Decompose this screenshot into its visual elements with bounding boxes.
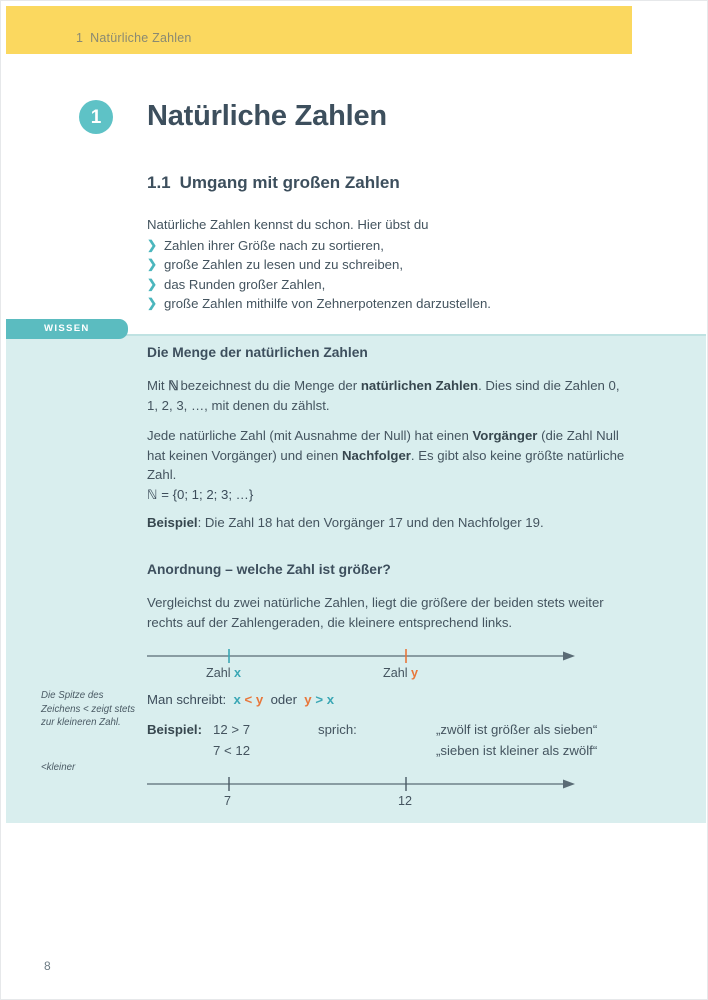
example-expression: 7 < 12 — [213, 743, 251, 758]
margin-note-spitze: Die Spitze des Zeichens < zeigt stets zur kleineren Zahl. — [41, 690, 135, 728]
wissen-heading-anordnung: Anordnung – welche Zahl ist größer? — [147, 562, 391, 577]
example-reading: „zwölf ist größer als sieben“ — [436, 722, 598, 737]
example-speak-label: sprich: — [318, 722, 357, 737]
number-line-tick-label-12: 12 — [398, 794, 413, 808]
running-header-chapter-number: 1 — [76, 31, 84, 45]
number-line-numbers — [147, 774, 575, 816]
chevron-right-icon: ❯ — [147, 237, 158, 252]
natural-numbers-symbol: ℕ — [168, 378, 177, 393]
number-line-tick-label-7: 7 — [224, 794, 232, 808]
chevron-right-icon: ❯ — [147, 276, 158, 291]
wissen-example-vorgaenger — [147, 513, 627, 533]
variable-y: y — [304, 692, 312, 707]
variable-y: y — [255, 692, 264, 707]
variable-x: x — [326, 692, 335, 707]
chevron-right-icon: ❯ — [147, 257, 158, 271]
list-item — [147, 275, 617, 295]
running-header-bar — [6, 6, 632, 54]
text-fragment: (die Zahl Null hat keinen Vorgänger) und einen — [147, 428, 619, 463]
intro-lead-text: Natürliche Zahlen kennst du schon. Hier übst du — [147, 217, 429, 232]
list-item — [147, 294, 617, 314]
number-line-label-x — [206, 666, 241, 680]
label-prefix: Zahl — [383, 666, 408, 680]
example-label: Beispiel — [147, 515, 198, 530]
text-emphasis: Nachfolger — [342, 447, 411, 463]
running-header-text — [76, 31, 192, 45]
variable-y: y — [411, 666, 419, 680]
number-line-variables — [147, 646, 575, 688]
text-fragment: Jede natürliche Zahl (mit Ausnahme der Null) hat einen — [147, 428, 473, 443]
label-prefix: Zahl — [206, 666, 231, 680]
example-table — [147, 720, 597, 762]
text-fragment: . Es gibt also keine größte natürliche Zahl. — [147, 447, 625, 482]
intro-bullet-list — [147, 236, 617, 314]
text-fragment: Mit — [147, 378, 169, 393]
number-line-2-svg — [147, 774, 575, 816]
example-comparison-block — [147, 720, 597, 762]
table-row — [147, 720, 597, 741]
list-item-label: große Zahlen zu lesen und zu schreiben, — [164, 257, 403, 272]
text-fragment: bezeichnest du die Menge der — [176, 378, 361, 393]
less-than-sign: < — [244, 692, 253, 707]
list-item-label: große Zahlen mithilfe von Zehnerpotenzen darzustellen. — [164, 296, 491, 311]
variable-x: x — [234, 666, 242, 680]
example-label-empty — [147, 741, 213, 762]
page-number: 8 — [44, 959, 51, 973]
list-item — [147, 255, 617, 275]
set-notation: ℕ = {0; 1; 2; 3; …} — [147, 487, 254, 502]
example-speak-label — [318, 741, 436, 762]
text-emphasis: Vorgänger — [472, 428, 538, 443]
wissen-paragraph-anordnung: Vergleichst du zwei natürliche Zahlen, liegt die größere der beiden stets weiter rechts auf der Zahlengeraden, die kleinere entsprechend links. — [147, 595, 604, 630]
table-row — [147, 741, 597, 762]
greater-than-sign: > — [315, 692, 324, 707]
section-title: Umgang mit großen Zahlen — [179, 173, 400, 192]
example-text: : Die Zahl 18 hat den Vorgänger 17 und den Nachfolger 19. — [197, 515, 544, 530]
notation-line — [147, 692, 334, 707]
text-emphasis: natürlichen Zahlen — [360, 378, 479, 393]
text-fragment: . Dies sind die Zahlen 0, 1, 2, 3, …, mit denen du zählst. — [147, 378, 620, 413]
wissen-paragraph-vorgaenger — [147, 426, 627, 485]
list-item-label: Zahlen ihrer Größe nach zu sortieren, — [164, 237, 384, 253]
chapter-number-badge: 1 — [79, 100, 113, 134]
list-item — [147, 236, 617, 256]
wissen-tab — [6, 319, 128, 339]
wissen-heading-menge: Die Menge der natürlichen Zahlen — [147, 345, 368, 360]
section-heading — [147, 173, 400, 193]
chevron-right-icon: ❯ — [147, 296, 158, 310]
example-expression: 12 > 7 — [213, 722, 251, 737]
wissen-tab-label: WISSEN — [44, 323, 90, 334]
wissen-paragraph-menge — [147, 376, 627, 415]
notation-label: Man schreibt: — [147, 692, 227, 707]
notation-conjunction: oder — [270, 692, 297, 707]
chapter-title: Natürliche Zahlen — [147, 100, 387, 132]
number-line-label-y — [383, 666, 418, 680]
example-reading: „sieben ist kleiner als zwölf“ — [436, 743, 598, 758]
intro-block — [147, 215, 617, 314]
example-label: Beispiel: — [147, 722, 202, 737]
list-item-label: das Runden großer Zahlen, — [164, 276, 326, 292]
margin-note-kleiner: <kleiner — [41, 762, 76, 773]
running-header-chapter-title: Natürliche Zahlen — [90, 31, 192, 45]
section-number: 1.1 — [147, 173, 171, 192]
variable-x: x — [233, 692, 241, 707]
